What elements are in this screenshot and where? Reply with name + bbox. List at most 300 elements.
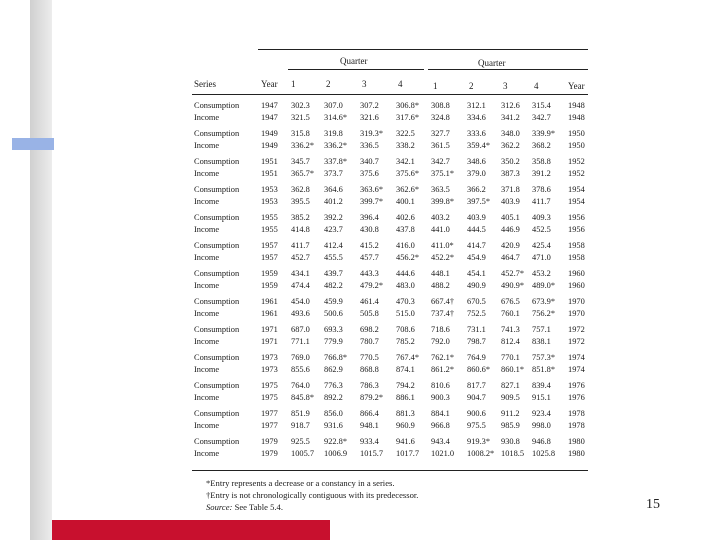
value-cell: 779.9 [324, 336, 343, 346]
series-cell: Income [194, 168, 220, 178]
value-cell: 868.8 [360, 364, 379, 374]
value-cell: 941.6 [396, 437, 415, 446]
value-cell: 471.0 [532, 252, 551, 262]
table-row [188, 448, 598, 459]
value-cell: 769.0 [291, 353, 310, 362]
year-cell-right: 1952 [568, 168, 585, 178]
value-cell: 387.3 [501, 168, 520, 178]
value-cell: 395.5 [291, 196, 310, 206]
value-cell: 362.6* [396, 185, 420, 194]
value-cell: 810.6 [431, 381, 450, 390]
value-cell: 482.2 [324, 280, 343, 290]
value-cell: 464.7 [501, 252, 520, 262]
year-cell: 1979 [261, 448, 278, 458]
value-cell: 798.7 [467, 336, 486, 346]
series-cell: Income [194, 252, 220, 262]
q1-header-right: 1 [433, 81, 438, 91]
value-cell: 1006.9 [324, 448, 348, 458]
value-cell: 752.5 [467, 308, 486, 318]
value-cell: 444.6 [396, 269, 415, 278]
top-rule [258, 49, 588, 50]
value-cell: 385.2 [291, 213, 310, 222]
value-cell: 312.1 [467, 101, 486, 110]
value-cell: 321.6 [360, 112, 379, 122]
value-cell: 794.2 [396, 381, 415, 390]
value-cell: 687.0 [291, 325, 310, 334]
value-cell: 454.9 [467, 252, 486, 262]
value-cell: 324.8 [431, 112, 450, 122]
value-cell: 365.7* [291, 168, 315, 178]
value-cell: 1017.7 [396, 448, 420, 458]
blue-accent-tab [12, 138, 54, 150]
value-cell: 756.2* [532, 308, 556, 318]
value-cell: 342.7 [431, 157, 450, 166]
value-cell: 315.8 [291, 129, 310, 138]
value-cell: 845.8* [291, 392, 315, 402]
table-row [188, 168, 598, 179]
value-cell: 336.2* [291, 140, 315, 150]
value-cell: 415.2 [360, 241, 379, 250]
value-cell: 886.1 [396, 392, 415, 402]
year-cell-right: 1978 [568, 409, 585, 418]
year-cell-right: 1972 [568, 336, 585, 346]
value-cell: 306.8* [396, 101, 420, 110]
year-cell-right: 1958 [568, 252, 585, 262]
year-cell: 1971 [261, 336, 278, 346]
table-row [188, 352, 598, 363]
year-cell: 1951 [261, 157, 278, 166]
value-cell: 338.2 [396, 140, 415, 150]
table-row [188, 240, 598, 251]
value-cell: 946.8 [532, 437, 551, 446]
series-cell: Consumption [194, 353, 240, 362]
value-cell: 452.2* [431, 252, 455, 262]
value-cell: 923.4 [532, 409, 551, 418]
value-cell: 396.4 [360, 213, 379, 222]
table-row [188, 392, 598, 403]
value-cell: 333.6 [467, 129, 486, 138]
value-cell: 342.7 [532, 112, 551, 122]
value-cell: 348.6 [467, 157, 486, 166]
series-cell: Consumption [194, 241, 240, 250]
value-cell: 405.1 [501, 213, 520, 222]
value-cell: 839.4 [532, 381, 551, 390]
value-cell: 1015.7 [360, 448, 384, 458]
value-cell: 943.4 [431, 437, 450, 446]
value-cell: 452.5 [532, 224, 551, 234]
value-cell: 966.8 [431, 420, 450, 430]
year-cell-right: 1970 [568, 308, 585, 318]
q4-header-right: 4 [534, 81, 539, 91]
value-cell: 708.6 [396, 325, 415, 334]
value-cell: 960.9 [396, 420, 415, 430]
year-cell: 1949 [261, 140, 278, 150]
value-cell: 443.3 [360, 269, 379, 278]
series-cell: Income [194, 448, 220, 458]
value-cell: 307.0 [324, 101, 343, 110]
table-row [188, 324, 598, 335]
value-cell: 673.9* [532, 297, 556, 306]
year-cell-right: 1952 [568, 157, 585, 166]
year-cell: 1975 [261, 381, 278, 390]
value-cell: 918.7 [291, 420, 310, 430]
value-cell: 900.3 [431, 392, 450, 402]
value-cell: 446.9 [501, 224, 520, 234]
value-cell: 860.1* [501, 364, 525, 374]
value-cell: 340.7 [360, 157, 379, 166]
value-cell: 363.6* [360, 185, 384, 194]
q4-header-left: 4 [398, 79, 403, 89]
value-cell: 414.7 [467, 241, 486, 250]
value-cell: 490.9 [467, 280, 486, 290]
value-cell: 434.1 [291, 269, 310, 278]
value-cell: 919.3* [467, 437, 491, 446]
value-cell: 1021.0 [431, 448, 455, 458]
table-row [188, 408, 598, 419]
table-row [188, 380, 598, 391]
value-cell: 315.4 [532, 101, 551, 110]
series-cell: Consumption [194, 213, 240, 222]
value-cell: 411.7 [291, 241, 310, 250]
value-cell: 371.8 [501, 185, 520, 194]
table-row [188, 140, 598, 151]
value-cell: 362.8 [291, 185, 310, 194]
quarter-right-header: Quarter [478, 58, 506, 68]
value-cell: 319.8 [324, 129, 343, 138]
table-row [188, 280, 598, 291]
value-cell: 812.4 [501, 336, 520, 346]
value-cell: 909.5 [501, 392, 520, 402]
value-cell: 766.8* [324, 353, 348, 362]
value-cell: 792.0 [431, 336, 450, 346]
value-cell: 780.7 [360, 336, 379, 346]
year-cell-right: 1978 [568, 420, 585, 430]
value-cell: 454.1 [467, 269, 486, 278]
series-cell: Consumption [194, 157, 240, 166]
value-cell: 874.1 [396, 364, 415, 374]
table-row [188, 224, 598, 235]
value-cell: 856.0 [324, 409, 343, 418]
value-cell: 718.6 [431, 325, 450, 334]
table-row [188, 268, 598, 279]
year-cell-right: 1956 [568, 224, 585, 234]
value-cell: 375.6 [360, 168, 379, 178]
year-cell: 1971 [261, 325, 278, 334]
value-cell: 314.6* [324, 112, 348, 122]
year-cell-right: 1954 [568, 196, 585, 206]
series-cell: Consumption [194, 409, 240, 418]
table-row [188, 252, 598, 263]
table-row [188, 196, 598, 207]
value-cell: 391.2 [532, 168, 551, 178]
table-row [188, 156, 598, 167]
series-cell: Income [194, 336, 220, 346]
value-cell: 785.2 [396, 336, 415, 346]
year-cell-right: 1956 [568, 213, 585, 222]
table-row [188, 308, 598, 319]
year-cell-right: 1980 [568, 437, 585, 446]
value-cell: 459.9 [324, 297, 343, 306]
value-cell: 364.6 [324, 185, 343, 194]
header-rule [192, 94, 588, 95]
q3-header-right: 3 [503, 81, 508, 91]
value-cell: 764.0 [291, 381, 310, 390]
year-cell: 1953 [261, 185, 278, 194]
value-cell: 676.5 [501, 297, 520, 306]
year-cell-right: 1960 [568, 269, 585, 278]
table-row [188, 112, 598, 123]
value-cell: 900.6 [467, 409, 486, 418]
value-cell: 312.6 [501, 101, 520, 110]
value-cell: 500.6 [324, 308, 343, 318]
value-cell: 948.1 [360, 420, 379, 430]
value-cell: 358.8 [532, 157, 551, 166]
value-cell: 760.1 [501, 308, 520, 318]
value-cell: 483.0 [396, 280, 415, 290]
value-cell: 420.9 [501, 241, 520, 250]
value-cell: 302.3 [291, 101, 310, 110]
source-text: See Table 5.4. [234, 502, 283, 512]
year-cell-right: 1954 [568, 185, 585, 194]
series-cell: Consumption [194, 297, 240, 306]
year-cell: 1947 [261, 112, 278, 122]
value-cell: 399.8* [431, 196, 455, 206]
value-cell: 411.7 [532, 196, 551, 206]
value-cell: 904.7 [467, 392, 486, 402]
value-cell: 363.5 [431, 185, 450, 194]
footnote-asterisk: *Entry represents a decrease or a constancy in a series. [206, 478, 395, 488]
value-cell: 379.0 [467, 168, 486, 178]
table-row [188, 100, 598, 111]
value-cell: 402.6 [396, 213, 415, 222]
value-cell: 505.8 [360, 308, 379, 318]
year-header: Year [261, 79, 278, 89]
year-cell: 1953 [261, 196, 278, 206]
value-cell: 892.2 [324, 392, 343, 402]
table-row [188, 420, 598, 431]
value-cell: 998.0 [532, 420, 551, 430]
year-cell: 1973 [261, 364, 278, 374]
series-cell: Consumption [194, 129, 240, 138]
year-cell: 1957 [261, 252, 278, 262]
year-cell-right: 1970 [568, 297, 585, 306]
year-cell-right: 1974 [568, 353, 585, 362]
value-cell: 762.1* [431, 353, 455, 362]
value-cell: 444.5 [467, 224, 486, 234]
year-cell: 1959 [261, 280, 278, 290]
footnote-dagger: †Entry is not chronologically contiguous with its predecessor. [206, 490, 419, 500]
value-cell: 693.3 [324, 325, 343, 334]
series-header: Series [194, 79, 216, 89]
value-cell: 490.9* [501, 280, 525, 290]
table-row [188, 212, 598, 223]
value-cell: 334.6 [467, 112, 486, 122]
footnote-source [206, 502, 283, 512]
table-row [188, 128, 598, 139]
value-cell: 423.7 [324, 224, 343, 234]
value-cell: 767.4* [396, 353, 420, 362]
year-cell-right: 1948 [568, 101, 585, 110]
value-cell: 731.1 [467, 325, 486, 334]
year-cell-right: 1948 [568, 112, 585, 122]
value-cell: 452.7* [501, 269, 525, 278]
value-cell: 414.8 [291, 224, 310, 234]
value-cell: 437.8 [396, 224, 415, 234]
value-cell: 399.7* [360, 196, 384, 206]
value-cell: 368.2 [532, 140, 551, 150]
series-cell: Consumption [194, 269, 240, 278]
value-cell: 375.1* [431, 168, 455, 178]
value-cell: 375.6* [396, 168, 420, 178]
value-cell: 317.6* [396, 112, 420, 122]
value-cell: 350.2 [501, 157, 520, 166]
value-cell: 931.6 [324, 420, 343, 430]
year-cell: 1977 [261, 420, 278, 430]
quarter-left-rule [288, 69, 424, 70]
value-cell: 308.8 [431, 101, 450, 110]
quarter-left-header: Quarter [340, 56, 368, 66]
value-cell: 342.1 [396, 157, 415, 166]
year-cell-right: 1960 [568, 280, 585, 290]
value-cell: 925.5 [291, 437, 310, 446]
year-cell-right: 1950 [568, 129, 585, 138]
value-cell: 776.3 [324, 381, 343, 390]
year-cell-right: 1976 [568, 381, 585, 390]
value-cell: 441.0 [431, 224, 450, 234]
value-cell: 411.0* [431, 241, 454, 250]
value-cell: 461.4 [360, 297, 379, 306]
value-cell: 397.5* [467, 196, 491, 206]
year-cell: 1955 [261, 224, 278, 234]
year-cell-right: 1950 [568, 140, 585, 150]
q1-header-left: 1 [291, 79, 296, 89]
value-cell: 345.7 [291, 157, 310, 166]
source-label: Source: [206, 502, 233, 512]
value-cell: 860.6* [467, 364, 491, 374]
value-cell: 341.2 [501, 112, 520, 122]
series-cell: Income [194, 140, 220, 150]
series-cell: Consumption [194, 185, 240, 194]
value-cell: 1018.5 [501, 448, 525, 458]
value-cell: 439.7 [324, 269, 343, 278]
year-cell: 1957 [261, 241, 278, 250]
value-cell: 933.4 [360, 437, 379, 446]
series-cell: Consumption [194, 101, 240, 110]
value-cell: 322.5 [396, 129, 415, 138]
value-cell: 975.5 [467, 420, 486, 430]
value-cell: 862.9 [324, 364, 343, 374]
year-cell-right: 1974 [568, 364, 585, 374]
value-cell: 670.5 [467, 297, 486, 306]
q3-header-left: 3 [362, 79, 367, 89]
page-number: 15 [646, 497, 660, 512]
value-cell: 403.2 [431, 213, 450, 222]
year-cell-right: 1958 [568, 241, 585, 250]
year-cell: 1973 [261, 353, 278, 362]
value-cell: 378.6 [532, 185, 551, 194]
value-cell: 515.0 [396, 308, 415, 318]
value-cell: 336.5 [360, 140, 379, 150]
value-cell: 479.2* [360, 280, 384, 290]
value-cell: 771.1 [291, 336, 310, 346]
value-cell: 770.5 [360, 353, 379, 362]
table-row [188, 364, 598, 375]
year-cell-right: 1980 [568, 448, 585, 458]
year-cell: 1955 [261, 213, 278, 222]
series-cell: Income [194, 308, 220, 318]
value-cell: 915.1 [532, 392, 551, 402]
series-cell: Income [194, 420, 220, 430]
series-cell: Income [194, 196, 220, 206]
value-cell: 488.2 [431, 280, 450, 290]
value-cell: 911.2 [501, 409, 520, 418]
table-row [188, 436, 598, 447]
value-cell: 770.1 [501, 353, 520, 362]
value-cell: 416.0 [396, 241, 415, 250]
series-cell: Income [194, 392, 220, 402]
table-row [188, 296, 598, 307]
value-cell: 757.3* [532, 353, 556, 362]
year-cell: 1977 [261, 409, 278, 418]
year-cell-right: 1976 [568, 392, 585, 402]
value-cell: 741.3 [501, 325, 520, 334]
value-cell: 861.2* [431, 364, 455, 374]
value-cell: 489.0* [532, 280, 556, 290]
year-cell: 1961 [261, 308, 278, 318]
value-cell: 1025.8 [532, 448, 556, 458]
value-cell: 456.2* [396, 252, 420, 262]
scanned-table [188, 30, 598, 512]
year-cell: 1947 [261, 101, 278, 110]
value-cell: 1005.7 [291, 448, 315, 458]
value-cell: 403.9 [501, 196, 520, 206]
value-cell: 348.0 [501, 129, 520, 138]
series-cell: Consumption [194, 437, 240, 446]
value-cell: 403.9 [467, 213, 486, 222]
year-right-header: Year [568, 81, 585, 91]
series-cell: Income [194, 224, 220, 234]
year-cell: 1959 [261, 269, 278, 278]
year-cell-right: 1972 [568, 325, 585, 334]
bottom-red-bar [52, 520, 330, 540]
year-cell: 1951 [261, 168, 278, 178]
value-cell: 321.5 [291, 112, 310, 122]
value-cell: 737.4† [431, 308, 455, 318]
value-cell: 401.2 [324, 196, 343, 206]
value-cell: 470.3 [396, 297, 415, 306]
value-cell: 337.8* [324, 157, 348, 166]
value-cell: 453.2 [532, 269, 551, 278]
value-cell: 359.4* [467, 140, 491, 150]
value-cell: 430.8 [360, 224, 379, 234]
value-cell: 425.4 [532, 241, 551, 250]
value-cell: 1008.2* [467, 448, 495, 458]
q2-header-right: 2 [469, 81, 474, 91]
value-cell: 409.3 [532, 213, 551, 222]
year-cell: 1949 [261, 129, 278, 138]
value-cell: 855.6 [291, 364, 310, 374]
value-cell: 339.9* [532, 129, 556, 138]
value-cell: 455.5 [324, 252, 343, 262]
value-cell: 327.7 [431, 129, 450, 138]
value-cell: 307.2 [360, 101, 379, 110]
q2-header-left: 2 [326, 79, 331, 89]
value-cell: 448.1 [431, 269, 450, 278]
value-cell: 412.4 [324, 241, 343, 250]
series-cell: Income [194, 364, 220, 374]
value-cell: 851.9 [291, 409, 310, 418]
value-cell: 827.1 [501, 381, 520, 390]
